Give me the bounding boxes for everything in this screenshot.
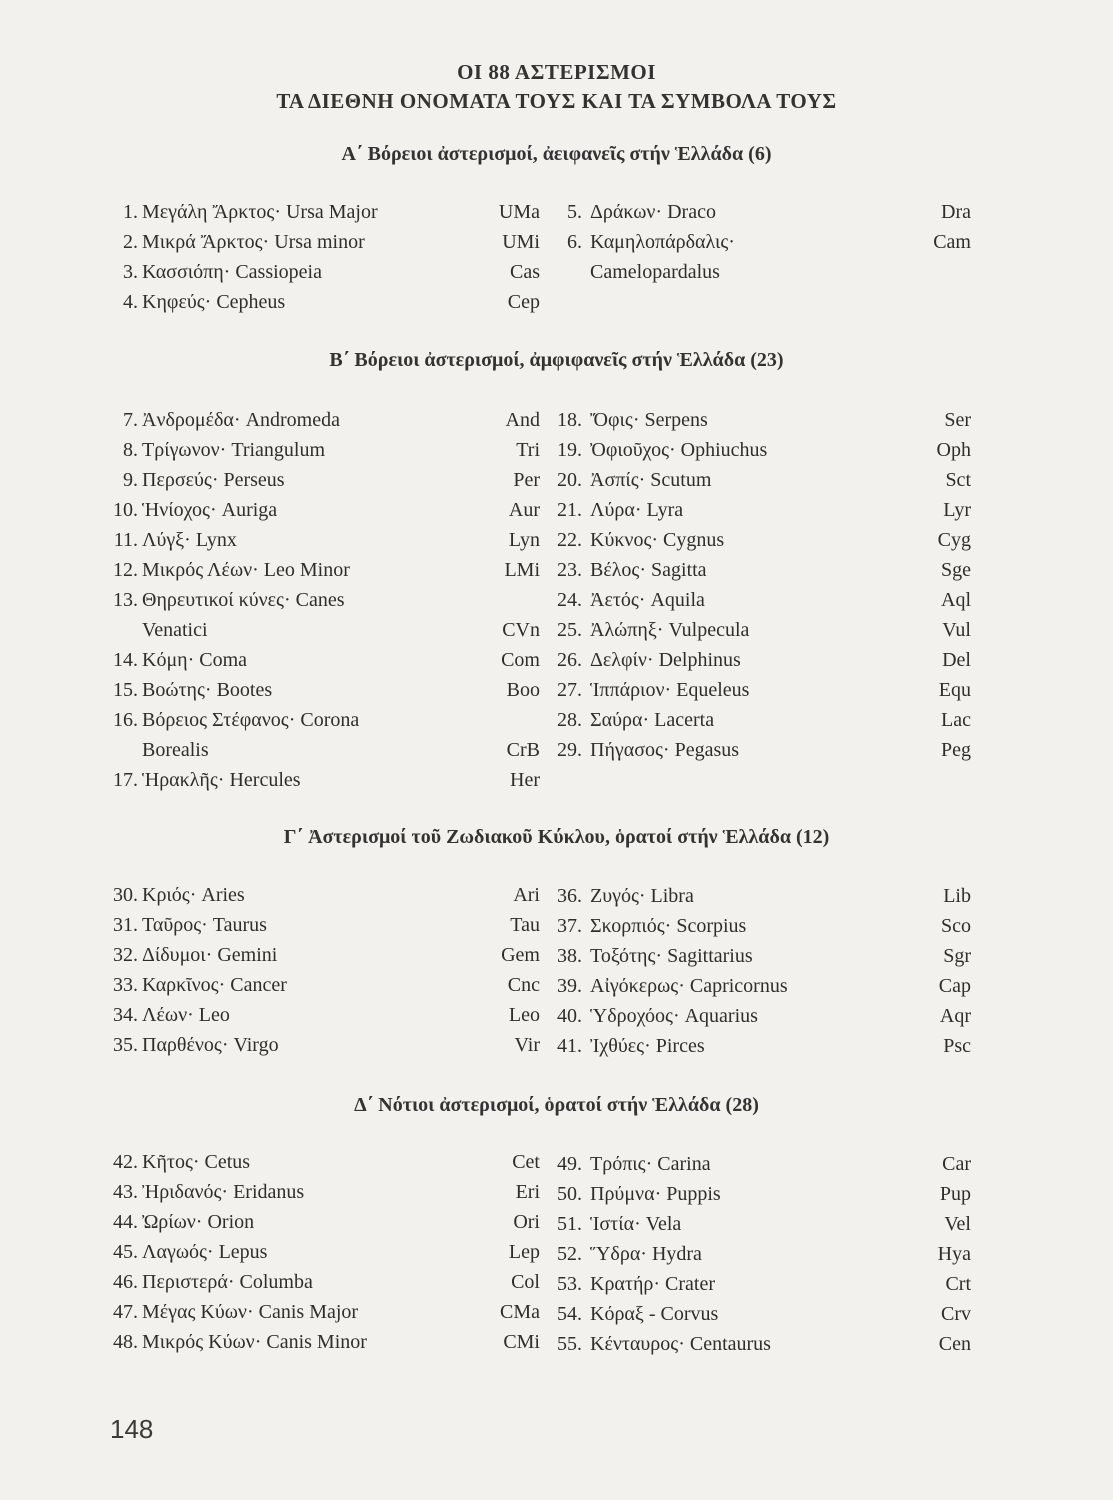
constellation-abbreviation: Cet	[512, 1151, 540, 1173]
constellation-row	[98, 585, 540, 615]
constellation-name: Ὑδροχόος· Aquarius	[590, 1005, 758, 1027]
constellation-row	[540, 705, 971, 735]
constellation-name: Ζυγός· Libra	[590, 885, 694, 907]
constellation-name: Βόρειος Στέφανος· Corona	[142, 709, 360, 731]
constellation-name: Ἰχθύες· Pirces	[590, 1035, 705, 1057]
constellation-abbreviation: Cyg	[937, 529, 971, 551]
constellation-name: Κένταυρος· Centaurus	[590, 1333, 771, 1355]
constellation-name: Μικρός Λέων· Leo Minor	[142, 559, 350, 581]
section-c-left-list	[98, 880, 540, 1060]
constellation-row	[540, 645, 971, 675]
constellation-row	[540, 555, 971, 585]
constellation-row	[540, 735, 971, 765]
constellation-row	[540, 405, 971, 435]
constellation-name: Camelopardalus	[590, 261, 720, 283]
constellation-row	[98, 227, 540, 257]
constellation-row	[540, 615, 971, 645]
constellation-row	[98, 645, 540, 675]
constellation-abbreviation: Cas	[510, 261, 540, 283]
constellation-name: Ἀσπίς· Scutum	[590, 469, 712, 491]
constellation-row	[540, 941, 971, 971]
constellation-name: Ὄφις· Serpens	[590, 409, 708, 431]
constellation-name: Βοώτης· Bootes	[142, 679, 273, 701]
constellation-name: Σαύρα· Lacerta	[590, 709, 715, 731]
constellation-name: Περιστερά· Columba	[142, 1271, 313, 1293]
constellation-abbreviation: And	[505, 409, 540, 431]
constellation-number: 24.	[557, 589, 582, 611]
constellation-abbreviation: Cep	[507, 291, 540, 313]
constellation-abbreviation: Col	[511, 1271, 540, 1293]
constellation-row	[540, 1299, 971, 1329]
constellation-abbreviation: Crv	[941, 1303, 971, 1325]
constellation-row	[540, 1001, 971, 1031]
constellation-name: Ταῦρος· Taurus	[142, 914, 267, 936]
constellation-name: Λύγξ· Lynx	[142, 529, 237, 551]
constellation-name: Μικρός Κύων· Canis Minor	[142, 1331, 367, 1353]
constellation-abbreviation: Tau	[510, 914, 540, 936]
constellation-number: 36.	[557, 885, 582, 907]
constellation-row	[98, 465, 540, 495]
constellation-number: 7.	[123, 409, 138, 431]
constellation-number: 12.	[113, 559, 138, 581]
section-a-right-list	[540, 197, 971, 287]
constellation-number: 50.	[557, 1183, 582, 1205]
constellation-name: Κόραξ - Corvus	[590, 1303, 719, 1325]
constellation-number: 39.	[557, 975, 582, 997]
constellation-abbreviation: Vul	[942, 619, 971, 641]
constellation-number: 20.	[557, 469, 582, 491]
constellation-name: Ὠρίων· Orion	[142, 1211, 255, 1233]
constellation-name: Venatici	[142, 619, 208, 641]
constellation-number: 54.	[557, 1303, 582, 1325]
constellation-number: 1.	[123, 201, 138, 223]
constellation-row	[540, 675, 971, 705]
constellation-abbreviation: CMi	[503, 1331, 540, 1353]
constellation-abbreviation: Equ	[938, 679, 971, 701]
constellation-name: Λύρα· Lyra	[590, 499, 684, 521]
constellation-abbreviation: CMa	[500, 1301, 540, 1323]
constellation-name: Κόμη· Coma	[142, 649, 248, 671]
constellation-number: 51.	[557, 1213, 582, 1235]
constellation-name: Σκορπιός· Scorpius	[590, 915, 747, 937]
constellation-number: 33.	[113, 974, 138, 996]
constellation-row	[98, 765, 540, 795]
constellation-name: Καρκῖνος· Cancer	[142, 974, 287, 996]
constellation-number: 32.	[113, 944, 138, 966]
constellation-row	[98, 1237, 540, 1267]
constellation-name: Ἀετός· Aquila	[590, 589, 705, 611]
constellation-abbreviation: Sgr	[943, 945, 971, 967]
constellation-name: Μικρά Ἄρκτος· Ursa minor	[142, 231, 365, 253]
constellation-row	[540, 495, 971, 525]
constellation-number: 30.	[113, 884, 138, 906]
constellation-number: 22.	[557, 529, 582, 551]
constellation-name: Τρίγωνον· Triangulum	[142, 439, 326, 461]
constellation-row	[98, 1267, 540, 1297]
constellation-name: Κύκνος· Cygnus	[590, 529, 725, 551]
constellation-row	[540, 525, 971, 555]
constellation-number: 2.	[123, 231, 138, 253]
constellation-name: Μεγάλη Ἄρκτος· Ursa Major	[142, 201, 378, 223]
constellation-abbreviation: Tri	[516, 439, 540, 461]
constellation-name: Τοξότης· Sagittarius	[590, 945, 753, 967]
constellation-abbreviation: Aur	[508, 499, 540, 521]
constellation-abbreviation: Crt	[945, 1273, 971, 1295]
constellation-row	[98, 1327, 540, 1357]
constellation-row	[98, 970, 540, 1000]
constellation-row	[540, 1209, 971, 1239]
constellation-number: 53.	[557, 1273, 582, 1295]
constellation-name: Πρύμνα· Puppis	[590, 1183, 721, 1205]
constellation-number: 31.	[113, 914, 138, 936]
constellation-abbreviation: Aql	[941, 589, 971, 611]
constellation-abbreviation: Com	[501, 649, 540, 671]
constellation-number: 35.	[113, 1034, 138, 1056]
constellation-name: Λαγωός· Lepus	[142, 1241, 268, 1263]
constellation-abbreviation: Eri	[515, 1181, 540, 1203]
constellation-row	[98, 495, 540, 525]
constellation-abbreviation: Per	[513, 469, 540, 491]
constellation-number: 8.	[123, 439, 138, 461]
constellation-row	[98, 910, 540, 940]
constellation-abbreviation: Leo	[508, 1004, 540, 1026]
constellation-abbreviation: Gem	[501, 944, 540, 966]
constellation-name: Κηφεύς· Cepheus	[142, 291, 286, 313]
constellation-number: 10.	[113, 499, 138, 521]
section-c-right-list	[540, 881, 971, 1061]
constellation-row	[98, 555, 540, 585]
constellation-row	[540, 1031, 971, 1061]
constellation-number: 49.	[557, 1153, 582, 1175]
constellation-number: 37.	[557, 915, 582, 937]
constellation-abbreviation: Lac	[941, 709, 971, 731]
constellation-abbreviation: Cap	[938, 975, 971, 997]
constellation-abbreviation: Lep	[508, 1241, 540, 1263]
constellation-name: Ἡνίοχος· Auriga	[142, 499, 278, 521]
constellation-number: 27.	[557, 679, 582, 701]
constellation-name: Μέγας Κύων· Canis Major	[142, 1301, 359, 1323]
constellation-name: Ἀλώπηξ· Vulpecula	[590, 619, 750, 641]
constellation-abbreviation: Lyn	[508, 529, 540, 551]
constellation-abbreviation: Ori	[513, 1211, 540, 1233]
constellation-row	[540, 881, 971, 911]
constellation-number: 21.	[557, 499, 582, 521]
constellation-name: Κρατήρ· Crater	[590, 1273, 716, 1295]
section-a-left-list	[98, 197, 540, 317]
constellation-abbreviation: CrB	[506, 739, 540, 761]
constellation-abbreviation: Vir	[514, 1034, 540, 1056]
constellation-row	[98, 615, 540, 645]
constellation-name: Κριός· Aries	[142, 884, 245, 906]
constellation-abbreviation: Cnc	[507, 974, 540, 996]
constellation-name: Καμηλοπάρδαλις·	[590, 231, 735, 253]
section-d-right-list	[540, 1149, 971, 1359]
constellation-number: 25.	[557, 619, 582, 641]
constellation-abbreviation: LMi	[504, 559, 540, 581]
constellation-abbreviation: UMa	[498, 201, 540, 223]
section-heading-d: Δ΄ Νότιοι ἀστερισμοί, ὁρατοί στήν Ἑλλάδα (28)	[354, 1094, 759, 1116]
constellation-number: 5.	[567, 201, 582, 223]
constellation-number: 42.	[113, 1151, 138, 1173]
constellation-number: 41.	[557, 1035, 582, 1057]
constellation-row	[98, 1147, 540, 1177]
constellation-number: 11.	[113, 529, 138, 551]
constellation-abbreviation: Peg	[941, 739, 971, 761]
constellation-abbreviation: Aqr	[939, 1005, 971, 1027]
constellation-number: 17.	[113, 769, 138, 791]
constellation-row	[98, 405, 540, 435]
constellation-row	[540, 435, 971, 465]
constellation-row	[98, 1297, 540, 1327]
constellation-row	[98, 705, 540, 735]
constellation-row	[98, 1000, 540, 1030]
constellation-abbreviation: Cam	[933, 231, 971, 253]
constellation-name: Ἱππάριον· Equeleus	[590, 679, 750, 701]
constellation-row	[540, 1179, 971, 1209]
constellation-number: 52.	[557, 1243, 582, 1265]
constellation-row	[540, 585, 971, 615]
constellation-name: Λέων· Leo	[142, 1004, 230, 1026]
constellation-number: 38.	[557, 945, 582, 967]
constellation-abbreviation: Sct	[945, 469, 971, 491]
constellation-abbreviation: Cen	[938, 1333, 971, 1355]
section-heading-c: Γ΄ Ἀστερισμοί τοῦ Ζωδιακοῦ Κύκλου, ὁρατοί στήν Ἑλλάδα (12)	[283, 826, 830, 848]
constellation-abbreviation: Psc	[943, 1035, 971, 1057]
constellation-number: 34.	[113, 1004, 138, 1026]
constellation-name: Δράκων· Draco	[590, 201, 716, 223]
constellation-name: Τρόπις· Carina	[590, 1153, 711, 1175]
constellation-name: Περσεύς· Perseus	[142, 469, 285, 491]
constellation-row	[98, 525, 540, 555]
constellation-abbreviation: Lyr	[943, 499, 971, 521]
constellation-name: Ἀνδρομέδα· Andromeda	[142, 409, 340, 431]
constellation-name: Δελφίν· Delphinus	[590, 649, 741, 671]
constellation-row	[98, 940, 540, 970]
constellation-abbreviation: Vel	[944, 1213, 971, 1235]
section-heading-b: Β΄ Βόρειοι ἀστερισμοί, ἀμφιφανεῖς στήν Ἑλλάδα (23)	[329, 349, 784, 371]
constellation-number: 3.	[123, 261, 138, 283]
constellation-abbreviation: Pup	[939, 1183, 971, 1205]
constellation-abbreviation: UMi	[502, 231, 540, 253]
constellation-number: 13.	[113, 589, 138, 611]
constellation-abbreviation: Sge	[941, 559, 971, 581]
constellation-row	[98, 435, 540, 465]
page-number: 148	[110, 1414, 154, 1444]
constellation-abbreviation: Car	[942, 1153, 971, 1175]
constellation-number: 16.	[113, 709, 138, 731]
constellation-row	[98, 675, 540, 705]
constellation-row	[98, 880, 540, 910]
constellation-row	[98, 1177, 540, 1207]
constellation-row	[540, 197, 971, 227]
constellation-number: 45.	[113, 1241, 138, 1263]
constellation-number: 29.	[557, 739, 582, 761]
constellation-name: Borealis	[142, 739, 209, 761]
constellation-name: Πήγασος· Pegasus	[590, 739, 740, 761]
constellation-abbreviation: Her	[510, 769, 540, 791]
constellation-number: 28.	[557, 709, 582, 731]
constellation-name: Ἱστία· Vela	[590, 1213, 682, 1235]
constellation-row	[540, 1329, 971, 1359]
constellation-number: 6.	[567, 231, 582, 253]
constellation-name: Ἠριδανός· Eridanus	[142, 1181, 305, 1203]
constellation-abbreviation: Lib	[943, 885, 971, 907]
constellation-number: 26.	[557, 649, 582, 671]
constellation-row	[540, 465, 971, 495]
constellation-number: 15.	[113, 679, 138, 701]
section-b-left-list	[98, 405, 540, 795]
constellation-row	[98, 197, 540, 227]
section-b-right-list	[540, 405, 971, 765]
constellation-row	[540, 971, 971, 1001]
constellation-abbreviation: Oph	[936, 439, 971, 461]
page-subtitle: ΤΑ ΔΙΕΘΝΗ ΟΝΟΜΑΤΑ ΤΟΥΣ ΚΑΙ ΤΑ ΣΥΜΒΟΛΑ ΤΟΥΣ	[276, 89, 837, 113]
constellation-name: Βέλος· Sagitta	[590, 559, 707, 581]
constellation-name: Ἡρακλῆς· Hercules	[142, 769, 301, 791]
constellation-abbreviation: Ser	[944, 409, 971, 431]
constellation-name: Κῆτος· Cetus	[142, 1151, 251, 1173]
constellation-row	[98, 1207, 540, 1237]
constellation-row	[540, 257, 971, 287]
constellation-number: 4.	[123, 291, 138, 313]
constellation-name: Κασσιόπη· Cassiopeia	[142, 261, 322, 283]
constellation-number: 43.	[113, 1181, 138, 1203]
constellation-number: 14.	[113, 649, 138, 671]
constellation-number: 9.	[123, 469, 138, 491]
constellation-row	[540, 911, 971, 941]
constellation-name: Παρθένος· Virgo	[142, 1034, 279, 1056]
constellation-row	[98, 1030, 540, 1060]
constellation-row	[540, 1269, 971, 1299]
constellation-number: 44.	[113, 1211, 138, 1233]
constellation-row	[540, 1149, 971, 1179]
constellation-abbreviation: Boo	[506, 679, 540, 701]
constellation-number: 48.	[113, 1331, 138, 1353]
constellation-number: 55.	[557, 1333, 582, 1355]
constellation-row	[540, 1239, 971, 1269]
constellation-row	[98, 735, 540, 765]
constellation-name: Ὕδρα· Hydra	[590, 1243, 702, 1265]
constellation-number: 19.	[557, 439, 582, 461]
section-heading-a: Α΄ Βόρειοι ἀστερισμοί, ἀειφανεῖς στήν Ἑλλάδα (6)	[341, 143, 772, 165]
constellation-number: 40.	[557, 1005, 582, 1027]
constellation-name: Ὀφιοῦχος· Ophiuchus	[590, 439, 768, 461]
constellation-abbreviation: Dra	[941, 201, 971, 223]
constellation-abbreviation: CVn	[502, 619, 540, 641]
constellation-name: Δίδυμοι· Gemini	[142, 944, 278, 966]
section-d-left-list	[98, 1147, 540, 1357]
constellation-number: 46.	[113, 1271, 138, 1293]
constellation-name: Θηρευτικοί κύνες· Canes	[142, 589, 345, 611]
constellation-number: 23.	[557, 559, 582, 581]
constellation-name: Αἰγόκερως· Capricornus	[590, 975, 788, 997]
constellation-abbreviation: Ari	[513, 884, 540, 906]
page-title: ΟΙ 88 ΑΣΤΕΡΙΣΜΟΙ	[457, 60, 656, 84]
constellation-abbreviation: Sco	[941, 915, 971, 937]
constellation-row	[98, 257, 540, 287]
constellation-number: 18.	[557, 409, 582, 431]
constellation-abbreviation: Hya	[937, 1243, 971, 1265]
constellation-number: 47.	[113, 1301, 138, 1323]
constellation-abbreviation: Del	[942, 649, 971, 671]
constellation-row	[540, 227, 971, 257]
constellation-row	[98, 287, 540, 317]
